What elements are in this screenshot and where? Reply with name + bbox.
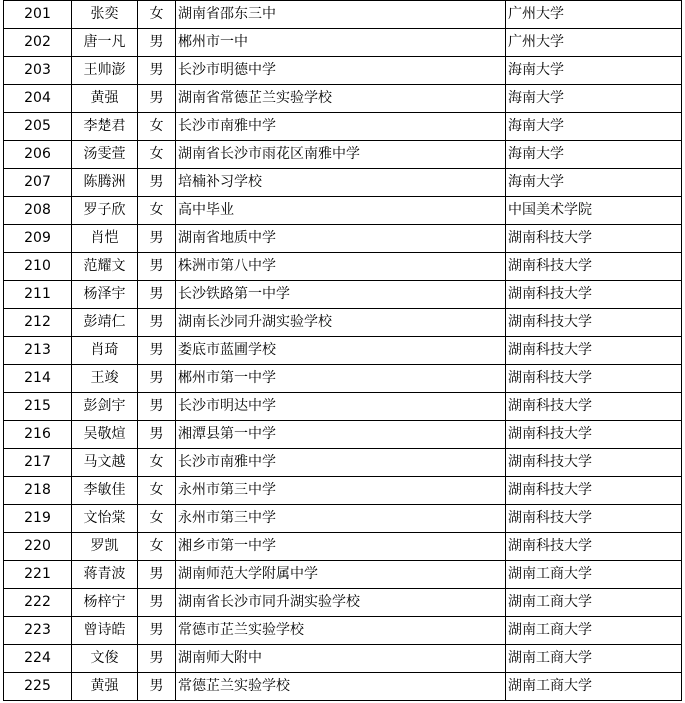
student-name-cell: 陈腾洲 — [72, 169, 138, 197]
university-cell: 湖南工商大学 — [506, 617, 682, 645]
table-row — [4, 365, 682, 393]
high-school-cell: 湘潭县第一中学 — [176, 421, 506, 449]
gender-cell: 女 — [138, 505, 176, 533]
high-school-cell: 郴州市一中 — [176, 29, 506, 57]
university-cell: 湖南工商大学 — [506, 645, 682, 673]
row-number-cell: 212 — [4, 309, 72, 337]
high-school-cell: 长沙市南雅中学 — [176, 113, 506, 141]
row-number-cell: 220 — [4, 533, 72, 561]
row-number-cell: 203 — [4, 57, 72, 85]
table-row — [4, 337, 682, 365]
table-row — [4, 505, 682, 533]
student-name-cell: 李楚君 — [72, 113, 138, 141]
university-cell: 海南大学 — [506, 57, 682, 85]
university-cell: 湖南科技大学 — [506, 253, 682, 281]
gender-cell: 男 — [138, 29, 176, 57]
student-name-cell: 黄强 — [72, 673, 138, 701]
high-school-cell: 长沙铁路第一中学 — [176, 281, 506, 309]
table-row — [4, 309, 682, 337]
gender-cell: 女 — [138, 533, 176, 561]
high-school-cell: 娄底市蓝圃学校 — [176, 337, 506, 365]
table-row — [4, 141, 682, 169]
table-row — [4, 617, 682, 645]
high-school-cell: 株洲市第八中学 — [176, 253, 506, 281]
table-row — [4, 281, 682, 309]
table-row — [4, 225, 682, 253]
row-number-cell: 216 — [4, 421, 72, 449]
gender-cell: 男 — [138, 309, 176, 337]
university-cell: 海南大学 — [506, 113, 682, 141]
student-name-cell: 吴敬煊 — [72, 421, 138, 449]
student-name-cell: 肖恺 — [72, 225, 138, 253]
gender-cell: 男 — [138, 85, 176, 113]
gender-cell: 男 — [138, 393, 176, 421]
university-cell: 海南大学 — [506, 169, 682, 197]
high-school-cell: 湖南长沙同升湖实验学校 — [176, 309, 506, 337]
university-cell: 湖南科技大学 — [506, 533, 682, 561]
row-number-cell: 210 — [4, 253, 72, 281]
university-cell: 湖南科技大学 — [506, 393, 682, 421]
table-row — [4, 645, 682, 673]
high-school-cell: 湖南师范大学附属中学 — [176, 561, 506, 589]
row-number-cell: 201 — [4, 1, 72, 29]
student-name-cell: 李敏佳 — [72, 477, 138, 505]
university-cell: 湖南科技大学 — [506, 477, 682, 505]
university-cell: 湖南科技大学 — [506, 449, 682, 477]
student-name-cell: 黄强 — [72, 85, 138, 113]
gender-cell: 女 — [138, 113, 176, 141]
table-row — [4, 533, 682, 561]
student-name-cell: 蒋青波 — [72, 561, 138, 589]
table-row — [4, 449, 682, 477]
university-cell: 湖南科技大学 — [506, 505, 682, 533]
high-school-cell: 湘乡市第一中学 — [176, 533, 506, 561]
table-row — [4, 589, 682, 617]
row-number-cell: 213 — [4, 337, 72, 365]
row-number-cell: 202 — [4, 29, 72, 57]
university-cell: 湖南科技大学 — [506, 281, 682, 309]
gender-cell: 男 — [138, 281, 176, 309]
gender-cell: 男 — [138, 421, 176, 449]
student-name-cell: 王帅澎 — [72, 57, 138, 85]
row-number-cell: 223 — [4, 617, 72, 645]
row-number-cell: 205 — [4, 113, 72, 141]
university-cell: 湖南科技大学 — [506, 365, 682, 393]
gender-cell: 男 — [138, 645, 176, 673]
high-school-cell: 永州市第三中学 — [176, 477, 506, 505]
row-number-cell: 218 — [4, 477, 72, 505]
row-number-cell: 215 — [4, 393, 72, 421]
table-row — [4, 57, 682, 85]
university-cell: 海南大学 — [506, 85, 682, 113]
student-name-cell: 罗凯 — [72, 533, 138, 561]
student-name-cell: 范耀文 — [72, 253, 138, 281]
table-row — [4, 253, 682, 281]
row-number-cell: 221 — [4, 561, 72, 589]
row-number-cell: 224 — [4, 645, 72, 673]
student-name-cell: 张奕 — [72, 1, 138, 29]
table-row — [4, 561, 682, 589]
high-school-cell: 湖南省邵东三中 — [176, 1, 506, 29]
student-name-cell: 马文越 — [72, 449, 138, 477]
gender-cell: 女 — [138, 477, 176, 505]
university-cell: 湖南工商大学 — [506, 561, 682, 589]
gender-cell: 男 — [138, 589, 176, 617]
gender-cell: 女 — [138, 1, 176, 29]
row-number-cell: 219 — [4, 505, 72, 533]
student-name-cell: 彭剑宇 — [72, 393, 138, 421]
university-cell: 湖南科技大学 — [506, 309, 682, 337]
student-name-cell: 彭靖仁 — [72, 309, 138, 337]
university-cell: 湖南工商大学 — [506, 673, 682, 701]
row-number-cell: 208 — [4, 197, 72, 225]
table-row — [4, 85, 682, 113]
table-row — [4, 113, 682, 141]
gender-cell: 男 — [138, 253, 176, 281]
high-school-cell: 长沙市明德中学 — [176, 57, 506, 85]
student-name-cell: 王竣 — [72, 365, 138, 393]
student-name-cell: 肖琦 — [72, 337, 138, 365]
row-number-cell: 214 — [4, 365, 72, 393]
high-school-cell: 郴州市第一中学 — [176, 365, 506, 393]
gender-cell: 男 — [138, 561, 176, 589]
gender-cell: 女 — [138, 197, 176, 225]
row-number-cell: 222 — [4, 589, 72, 617]
row-number-cell: 206 — [4, 141, 72, 169]
row-number-cell: 217 — [4, 449, 72, 477]
high-school-cell: 高中毕业 — [176, 197, 506, 225]
student-name-cell: 文怡棠 — [72, 505, 138, 533]
student-name-cell: 杨梓宁 — [72, 589, 138, 617]
high-school-cell: 湖南省长沙市雨花区南雅中学 — [176, 141, 506, 169]
university-cell: 海南大学 — [506, 141, 682, 169]
high-school-cell: 永州市第三中学 — [176, 505, 506, 533]
table-row — [4, 393, 682, 421]
table-row — [4, 1, 682, 29]
gender-cell: 男 — [138, 673, 176, 701]
table-row — [4, 197, 682, 225]
university-cell: 中国美术学院 — [506, 197, 682, 225]
table-row — [4, 421, 682, 449]
gender-cell: 男 — [138, 169, 176, 197]
table-row — [4, 673, 682, 701]
university-cell: 湖南科技大学 — [506, 421, 682, 449]
high-school-cell: 长沙市明达中学 — [176, 393, 506, 421]
student-name-cell: 汤雯萱 — [72, 141, 138, 169]
high-school-cell: 长沙市南雅中学 — [176, 449, 506, 477]
student-name-cell: 文俊 — [72, 645, 138, 673]
university-cell: 广州大学 — [506, 29, 682, 57]
high-school-cell: 湖南省常德芷兰实验学校 — [176, 85, 506, 113]
table-row — [4, 29, 682, 57]
university-cell: 湖南科技大学 — [506, 337, 682, 365]
university-cell: 湖南工商大学 — [506, 589, 682, 617]
row-number-cell: 207 — [4, 169, 72, 197]
table-row — [4, 477, 682, 505]
high-school-cell: 湖南师大附中 — [176, 645, 506, 673]
high-school-cell: 湖南省地质中学 — [176, 225, 506, 253]
university-cell: 广州大学 — [506, 1, 682, 29]
gender-cell: 男 — [138, 617, 176, 645]
high-school-cell: 常德市芷兰实验学校 — [176, 617, 506, 645]
student-name-cell: 唐一凡 — [72, 29, 138, 57]
university-cell: 湖南科技大学 — [506, 225, 682, 253]
gender-cell: 男 — [138, 365, 176, 393]
admissions-table — [3, 0, 682, 701]
gender-cell: 男 — [138, 337, 176, 365]
row-number-cell: 211 — [4, 281, 72, 309]
gender-cell: 男 — [138, 57, 176, 85]
high-school-cell: 培楠补习学校 — [176, 169, 506, 197]
student-name-cell: 杨泽宇 — [72, 281, 138, 309]
row-number-cell: 204 — [4, 85, 72, 113]
gender-cell: 男 — [138, 225, 176, 253]
student-name-cell: 罗子欣 — [72, 197, 138, 225]
high-school-cell: 常德芷兰实验学校 — [176, 673, 506, 701]
row-number-cell: 209 — [4, 225, 72, 253]
row-number-cell: 225 — [4, 673, 72, 701]
table-body — [4, 1, 682, 701]
table-row — [4, 169, 682, 197]
gender-cell: 女 — [138, 449, 176, 477]
gender-cell: 女 — [138, 141, 176, 169]
high-school-cell: 湖南省长沙市同升湖实验学校 — [176, 589, 506, 617]
student-name-cell: 曾诗皓 — [72, 617, 138, 645]
